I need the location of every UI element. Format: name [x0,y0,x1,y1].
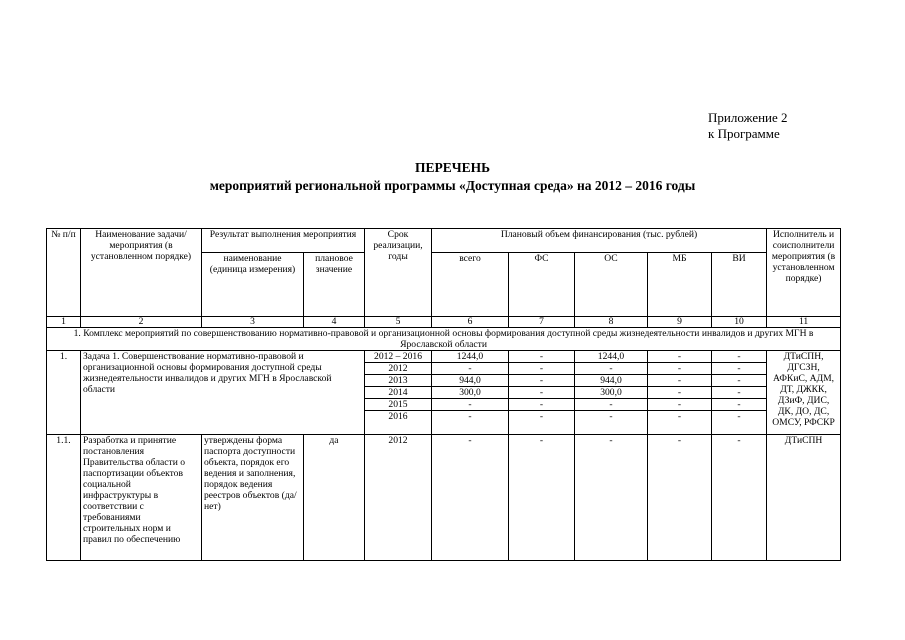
fs-cell: - [509,387,575,399]
col-number: 7 [509,317,575,328]
col-number: 8 [575,317,648,328]
col-number: 6 [432,317,509,328]
vi-cell: - [712,411,767,435]
col-number: 3 [202,317,304,328]
header-result-value: плановое значение [304,253,365,317]
document-title: ПЕРЕЧЕНЬ [414,160,491,175]
vi-cell: - [712,375,767,387]
item-name: Разработка и принятие постановления Правительства области о паспортизации объектов социальной инфраструктуры в соответствии с требованиями строительных норм и правил по обеспечению [81,435,202,561]
header-finance: Плановый объем финансирования (тыс. рублей) [432,229,767,253]
table-row [47,435,841,561]
header-result: Результат выполнения мероприятия [202,229,365,253]
task-num: 1. [47,351,81,435]
mb-cell: - [648,351,712,363]
item-mb: - [648,435,712,561]
year-cell: 2013 [365,375,432,387]
col-number: 4 [304,317,365,328]
total-cell: 1244,0 [432,351,509,363]
total-cell: - [432,363,509,375]
mb-cell: - [648,399,712,411]
header-term: Срок реализации, годы [365,229,432,317]
col-number: 1 [47,317,81,328]
col-number: 10 [712,317,767,328]
item-total: - [432,435,509,561]
fs-cell: - [509,411,575,435]
os-cell: - [575,363,648,375]
os-cell: - [575,411,648,435]
total-cell: - [432,411,509,435]
header-mb: МБ [648,253,712,317]
year-cell: 2012 – 2016 [365,351,432,363]
appendix-line-1: Приложение 2 [708,110,788,125]
fs-cell: - [509,363,575,375]
col-number: 9 [648,317,712,328]
year-cell: 2015 [365,399,432,411]
vi-cell: - [712,363,767,375]
item-os: - [575,435,648,561]
header-task: Наименование задачи/ мероприятия (в установленном порядке) [81,229,202,317]
col-number: 11 [767,317,841,328]
header-num: № п/п [47,229,81,317]
header-result-name: наименование (единица измерения) [202,253,304,317]
total-cell: 944,0 [432,375,509,387]
total-cell: 300,0 [432,387,509,399]
fs-cell: - [509,351,575,363]
header-os: ОС [575,253,648,317]
total-cell: - [432,399,509,411]
mb-cell: - [648,375,712,387]
measures-table [46,228,841,561]
item-year: 2012 [365,435,432,561]
col-number: 5 [365,317,432,328]
header-total: всего [432,253,509,317]
year-cell: 2016 [365,411,432,435]
document-subtitle: мероприятий региональной программы «Доступная среда» на 2012 – 2016 годы [209,178,696,193]
vi-cell: - [712,387,767,399]
vi-cell: - [712,399,767,411]
os-cell: 1244,0 [575,351,648,363]
col-number: 2 [81,317,202,328]
table-row [47,351,841,363]
header-vi: ВИ [712,253,767,317]
item-fs: - [509,435,575,561]
mb-cell: - [648,411,712,435]
fs-cell: - [509,375,575,387]
section-heading: 1. Комплекс мероприятий по совершенствованию нормативно-правовой и организационной основы формирования доступной среды жизнедеятельности инвалидов и других МГН в Ярославской области [47,328,841,351]
os-cell: 300,0 [575,387,648,399]
item-result-name: утверждены форма паспорта доступности объекта, порядок его ведения и заполнения, порядок ведения реестров объектов (да/ нет) [202,435,304,561]
task-executors: ДТиСПН, ДГСЗН, АФКиС, АДМ, ДТ, ДЖКК, ДЗиФ, ДИС, ДК, ДО, ДС, ОМСУ, РФСКР [767,351,841,435]
os-cell: 944,0 [575,375,648,387]
os-cell: - [575,399,648,411]
item-vi: - [712,435,767,561]
item-executors: ДТиСПН [767,435,841,561]
task-name: Задача 1. Совершенствование нормативно-правовой и организационной основы формирования доступной среды жизнедеятельности инвалидов и других МГН в Ярославской области [81,351,365,435]
header-executors: Исполнитель и соисполнители мероприятия (в установленном порядке) [767,229,841,317]
vi-cell: - [712,351,767,363]
mb-cell: - [648,387,712,399]
appendix-line-2: к Программе [708,126,780,141]
item-result-value: да [304,435,365,561]
header-fs: ФС [509,253,575,317]
fs-cell: - [509,399,575,411]
mb-cell: - [648,363,712,375]
year-cell: 2014 [365,387,432,399]
appendix-label [708,110,788,142]
item-num: 1.1. [47,435,81,561]
year-cell: 2012 [365,363,432,375]
